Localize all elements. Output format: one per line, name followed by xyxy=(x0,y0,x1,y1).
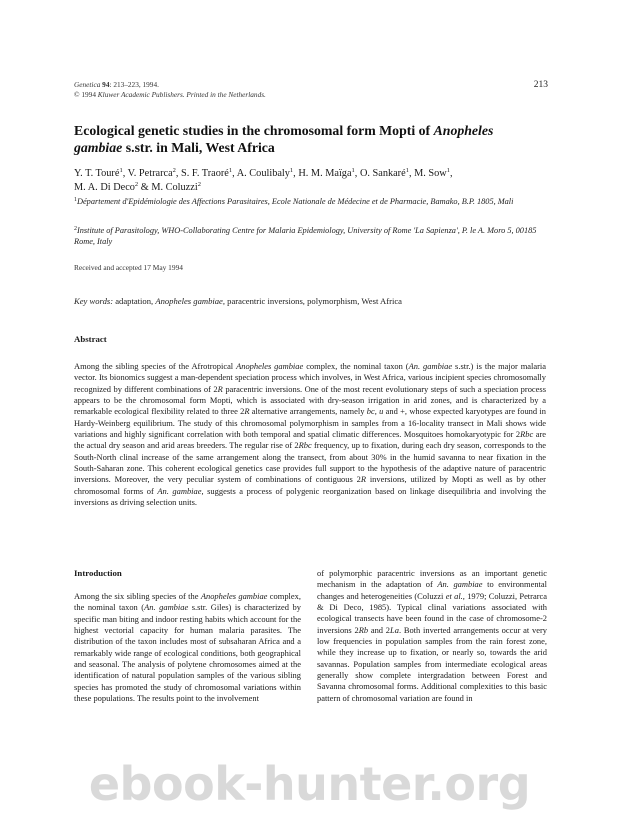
affiliation-2: $^2$Institute of Parasitology, WHO-Collaborating Centre for Malaria Epidemiology, University of Rome 'La Sapienza', P. le A. Moro 5, 00185 Rome, Italy xyxy=(74,226,537,247)
author: A. Coulibaly xyxy=(236,168,290,179)
abstract-body: Among the sibling species of the Afrotropical Anopheles gambiae complex, the nominal taxon (An. gambiae s.str.) is the major malaria vector. Its bionomics suggest a man-dependent speciation process which involves, in West Africa, various incipient species chromosomally recognized by different combinations of 2R paracentric inversions. One of the most recent evolutionary steps of such a speciation process appears to be the chromosomal form Mopti, which is associated with dry-season irrigation in arid zones, and is characterized by a remarkable ecological flexibility related to three 2R alternative arrangements, namely bc, u and +, whose expected karyotypes are found in Hardy-Weinberg equilibrium. The study of this chromosomal polymorphism in samples from a 16-locality transect in Mali shows wide variations and highly significant correlation with both temporal and spatial climatic differences. Mosquitoes homokaryotypic for 2Rbc are the actual dry season and arid areas breeders. The regular rise of 2Rbc frequency, up to fixation, during each dry season, corresponds to the South-North clinal increase of the same arrangement along the transect, from about 30% in the humid savanna to near fixation in the South-Saharan zone. This coherent ecological genetics case provides full support to the hypothesis of the adaptive nature of paracentric inversions. Moreover, the very peculiar system of combinations of contiguous 2R inversions, utilized by Mopti as well as by other chromosomal forms of An. gambiae, suggests a process of polygenic reorganization based on linkage disequilibria and involving the inversions as driving selection units. xyxy=(74,361,546,508)
journal-pages: : 213–223, 1994. xyxy=(109,80,159,89)
copyright-symbol: © 1994 xyxy=(74,89,98,99)
keywords: Key words: adaptation, Anopheles gambiae, paracentric inversions, polymorphism, West Africa xyxy=(74,296,402,306)
author: S. F. Traoré xyxy=(181,168,229,179)
author: O. Sankaré xyxy=(359,168,406,179)
author: Y. T. Touré xyxy=(74,168,120,179)
journal-name: Genetica xyxy=(74,80,101,89)
introduction-column-2: of polymorphic paracentric inversions as an important genetic mechanism in the adaptation of An. gambiae to environmental changes and heterogeneities (Coluzzi et al., 1979; Coluzzi, Petrarca & Di Deco, 1985). Typical clinal variations associated with ecological transects have been found in the case of chromosome-2 inversions 2Rb and 2La. Both inverted arrangements occur at very low frequencies in population samples from the rain forest zone, while they increase up to fixation, or nearly so, towards the arid savannas. Population samples from intermediate ecological areas generally show complete intergradation between Forest and Savanna chromosomal forms. Additional complexities to this basic pattern of chromosomal variation are found in xyxy=(317,568,548,703)
author: M. A. Di Deco xyxy=(74,182,135,193)
author-list: Y. T. Touré$^1$, V. Petrarca$^2$, S. F. Traoré$^1$, A. Coulibaly$^1$, H. M. Maïga$^1$, O. Sankaré$^1$, M. Sow$^1$, M. A. Di Deco$^2$ & M. Coluzzi$^2$ xyxy=(74,167,453,193)
author: H. M. Maïga xyxy=(298,168,352,179)
introduction-heading: Introduction xyxy=(74,568,122,578)
author: M. Sow xyxy=(414,168,447,179)
keywords-label: Key words: xyxy=(74,296,114,306)
watermark: ebook-hunter.org xyxy=(88,757,531,811)
page-number: 213 xyxy=(533,80,548,90)
author: M. Coluzzi xyxy=(151,182,198,193)
journal-volume: 94 xyxy=(102,80,110,89)
received-date: Received and accepted 17 May 1994 xyxy=(74,263,183,272)
article-title: Ecological genetic studies in the chromosomal form Mopti of Anopheles gambiae s.str. in Mali, West Africa xyxy=(74,123,494,155)
publisher-line: Kluwer Academic Publishers. Printed in the Netherlands. xyxy=(97,89,266,99)
introduction-column-1: Among the six sibling species of the Anopheles gambiae complex, the nominal taxon (An. gambiae s.str. Giles) is characterized by specific man biting and indoor resting habits which account for the highest vectorial capacity for human malaria parasites. The distribution of the taxon includes most of subsaharan Africa and a remarkably wide range of ecological conditions, both geographical and seasonal. The analysis of polytene chromosomes aimed at the identification of natural population samples of the various sibling species has promoted the study of chromosomal variations within these populations. The results point to the involvement xyxy=(74,591,301,704)
affiliation-1: $^1$Département d'Epidémiologie des Affections Parasitaires, Ecole Nationale de Médecine et de Pharmacie, Bamako, B.P. 1805, Mali xyxy=(74,197,514,206)
author: V. Petrarca xyxy=(127,168,173,179)
journal-citation xyxy=(74,80,266,99)
abstract-heading: Abstract xyxy=(74,334,107,344)
